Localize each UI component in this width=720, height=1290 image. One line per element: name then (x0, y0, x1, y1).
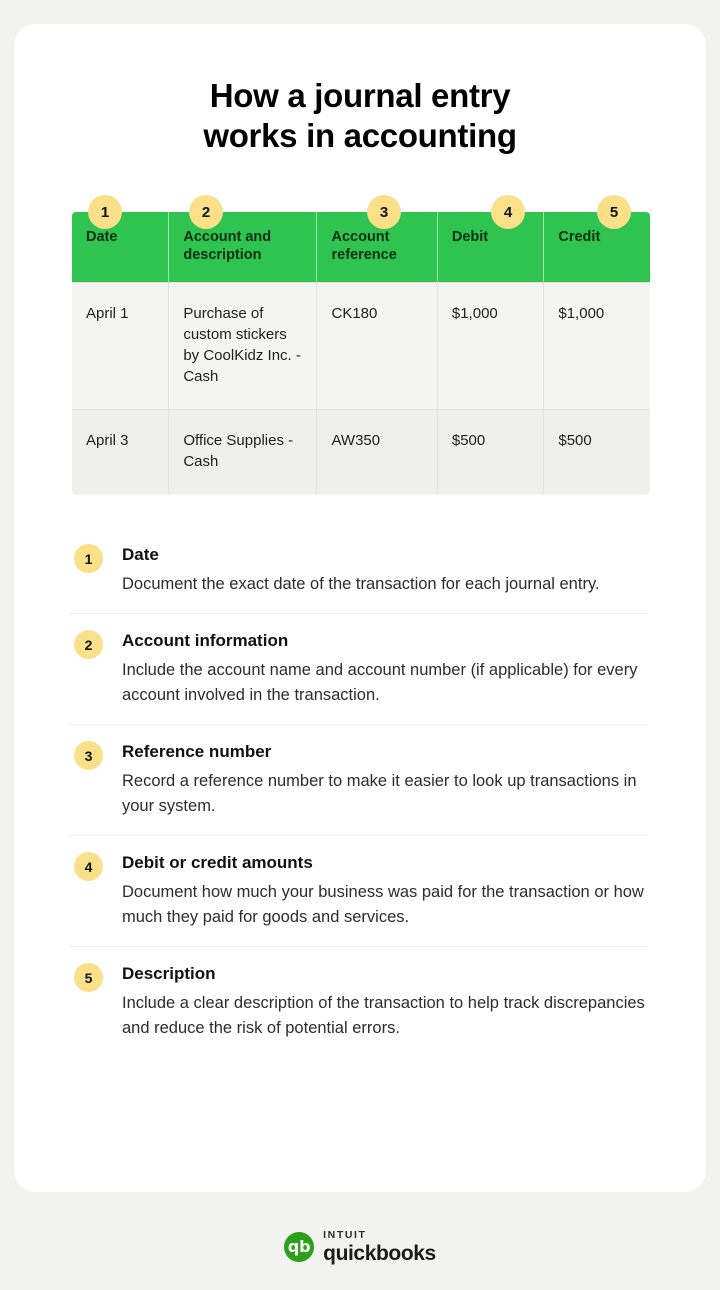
legend-body-5: Include a clear description of the transaction to help track discrepancies and reduce the risk of potential errors. (122, 994, 645, 1037)
legend-badge-2: 2 (74, 630, 103, 659)
list-item (70, 528, 648, 614)
legend-list (42, 528, 678, 1057)
legend-badge-1: 1 (74, 544, 103, 573)
legend-title-1: Date (122, 545, 159, 564)
journal-table-section (42, 203, 678, 494)
legend-body-4: Document how much your business was paid for the transaction or how much they paid for goods and services. (122, 883, 644, 926)
table-body (72, 283, 650, 495)
cell-reference: AW350 (317, 410, 437, 495)
header-debit: Debit (437, 212, 544, 283)
table-header (72, 212, 650, 283)
legend-title-4: Debit or credit amounts (122, 853, 313, 872)
column-badge-1: 1 (88, 195, 122, 229)
header-account-description: Account and description (169, 212, 317, 283)
legend-body-3: Record a reference number to make it easier to look up transactions in your system. (122, 772, 637, 815)
cell-reference: CK180 (317, 283, 437, 410)
page-title (42, 24, 678, 156)
header-credit: Credit (544, 212, 650, 283)
legend-title-5: Description (122, 964, 216, 983)
cell-debit: $500 (437, 410, 544, 495)
cell-credit: $1,000 (544, 283, 650, 410)
intuit-label: INTUIT (323, 1228, 367, 1241)
cell-description: Office Supplies - Cash (169, 410, 317, 495)
cell-debit: $1,000 (437, 283, 544, 410)
column-badge-4: 4 (491, 195, 525, 229)
column-badge-5: 5 (597, 195, 631, 229)
page-title-line-2: works in accounting (203, 117, 517, 154)
table-row (72, 283, 650, 410)
column-badge-3: 3 (367, 195, 401, 229)
journal-entry-table (72, 212, 650, 494)
quickbooks-logo-icon: qb (284, 1232, 314, 1262)
cell-description: Purchase of custom stickers by CoolKidz Inc. - Cash (169, 283, 317, 410)
legend-title-2: Account information (122, 631, 289, 650)
brand-wordmark (323, 1230, 436, 1265)
table-header-row (72, 212, 650, 283)
quickbooks-label: quickbooks (323, 1242, 436, 1265)
page-title-line-1: How a journal entry (209, 77, 511, 114)
header-date: Date (72, 212, 169, 283)
legend-body-1: Document the exact date of the transaction for each journal entry. (122, 575, 600, 593)
list-item (70, 947, 648, 1057)
legend-badge-4: 4 (74, 852, 103, 881)
list-item (70, 614, 648, 725)
legend-badge-5: 5 (74, 963, 103, 992)
brand-footer (0, 1230, 720, 1265)
column-badge-2: 2 (189, 195, 223, 229)
legend-badge-3: 3 (74, 741, 103, 770)
cell-date: April 3 (72, 410, 169, 495)
list-item (70, 725, 648, 836)
content-card (14, 24, 706, 1192)
list-item (70, 836, 648, 947)
legend-title-3: Reference number (122, 742, 272, 761)
cell-credit: $500 (544, 410, 650, 495)
legend-body-2: Include the account name and account number (if applicable) for every account involved in the transaction. (122, 661, 638, 704)
cell-date: April 1 (72, 283, 169, 410)
header-account-reference: Account reference (317, 212, 437, 283)
table-row (72, 410, 650, 495)
